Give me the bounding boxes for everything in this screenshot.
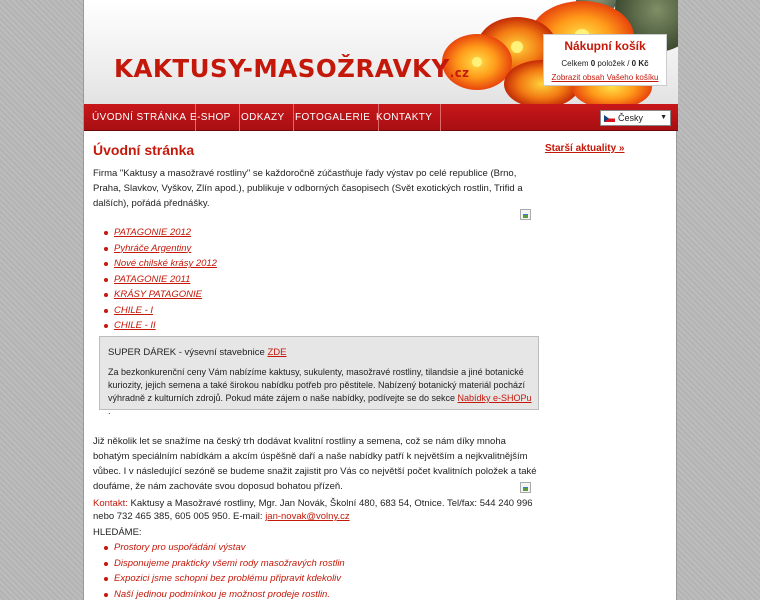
gift-offer-box	[99, 336, 539, 416]
nav-item-gallery[interactable]: FOTOGALERIE	[287, 104, 379, 131]
link-patagonie-2012[interactable]: PATAGONIE 2012	[114, 227, 192, 238]
list-item	[93, 287, 541, 303]
nav-item-eshop[interactable]: E-SHOP	[182, 104, 240, 131]
link-chile-2[interactable]: CHILE - II	[114, 320, 156, 331]
list-item	[93, 272, 541, 288]
language-select[interactable]	[600, 110, 671, 126]
chevron-down-icon: ▼	[660, 114, 667, 121]
main-content	[93, 142, 541, 600]
intro-paragraph: Firma "Kaktusy a masožravé rostliny" se každoročně zúčastňuje řady výstav po celé republice (Brno, Praha, Slavkov, Vyškov, Zlín apod.), publikuje v odborných časopisech (Svět exotických rostlin, Trifid a dalších), pořádá přednášky.	[93, 168, 523, 209]
list-item: Disponujeme prakticky všemi rody masožravých rostlin	[93, 556, 541, 572]
broken-image-icon	[520, 482, 531, 493]
nav-item-home[interactable]: ÚVODNÍ STRÁNKA	[84, 104, 196, 131]
link-nove-chilske-krasy[interactable]: Nové chilské krásy 2012	[114, 258, 217, 269]
contact-paragraph: Kontakt: Kaktusy a Masožravé rostliny, Mgr. Jan Novák, Školní 480, 683 54, Otnice. Tel/fax: 544 240 996 nebo 732 465 385, 605 005 950. E-mail: jan-novak@volny.cz	[93, 498, 533, 522]
list-item	[93, 303, 541, 319]
broken-image-icon	[520, 209, 531, 220]
older-news-link[interactable]: Starší aktuality »	[545, 143, 625, 154]
list-item	[93, 256, 541, 272]
wanted-title: HLEDÁME:	[93, 527, 142, 538]
language-label: Česky	[618, 113, 644, 123]
link-krasy-patagonie[interactable]: KRÁSY PATAGONIE	[114, 289, 202, 300]
gift-offer-heading: SUPER DÁREK - výsevní stavebnice ZDE	[108, 347, 287, 358]
page-container	[83, 0, 677, 600]
site-logo[interactable]: KAKTUSY-MASOŽRAVKY.cz	[114, 54, 470, 83]
main-navigation	[84, 104, 678, 131]
gallery-links-list	[93, 225, 541, 334]
offer-description: Za bezkonkurenční ceny Vám nabízíme kaktusy, sukulenty, masožravé rostliny, tilandsie a jiné botanické kuriozity, jejich semena a také širokou nabídku potřeb pro pěstitele. Nabízený botanický materiál pochází výhradně z kulturních zdrojů. Pokud máte zájem o naše nabídky, podívejte se do sekce Nabídky e-SHOPu .	[108, 367, 532, 416]
link-chile-1[interactable]: CHILE - I	[114, 304, 154, 316]
page-title: Úvodní stránka	[93, 142, 195, 158]
sidebar	[545, 142, 624, 154]
email-link[interactable]: jan-novak@volny.cz	[265, 511, 350, 522]
shopping-cart-box	[543, 34, 667, 86]
list-item	[93, 225, 541, 241]
wanted-section	[93, 525, 541, 600]
about-paragraph: Již několik let se snažíme na český trh dodávat kvalitní rostliny a semena, což se nám díky mnoha bohatým speciálním nabídkám a akcím úspěšně daří a naše nabídky patří k největším a nejkvalitnějším vůbec. I v následující sezóně se budeme snažit zajistit pro Vás co největší počet kvalitních položek a také doufáme, že nám zachováte svou doposud bohatou přízeň.	[93, 436, 537, 492]
view-cart-link[interactable]: Zobrazit obsah Vašeho košíku	[551, 73, 659, 82]
gift-offer-link[interactable]: ZDE	[267, 347, 287, 358]
list-item: Naší jedinou podmínkou je možnost prodeje rostlin.	[93, 587, 541, 600]
eshop-offers-link[interactable]: Nabídky e-SHOPu	[457, 393, 532, 403]
cart-total: Celkem 0 položek / 0 Kč	[561, 59, 649, 68]
list-item	[93, 318, 541, 334]
list-item: Prostory pro uspořádání výstav	[93, 540, 541, 556]
cart-title: Nákupní košík	[564, 39, 646, 53]
wanted-list	[93, 540, 541, 600]
header	[84, 0, 678, 104]
nav-item-contacts[interactable]: KONTAKTY	[368, 104, 441, 131]
link-patagonie-2011[interactable]: PATAGONIE 2011	[114, 273, 191, 285]
czech-flag-icon	[604, 115, 615, 122]
list-item: Expozici jsme schopni bez problému připravit kdekoliv	[93, 571, 541, 587]
nav-item-links[interactable]: ODKAZY	[233, 104, 294, 131]
list-item	[93, 241, 541, 257]
link-pyhrace-argentiny[interactable]: Pyhráče Argentiny	[114, 242, 192, 254]
